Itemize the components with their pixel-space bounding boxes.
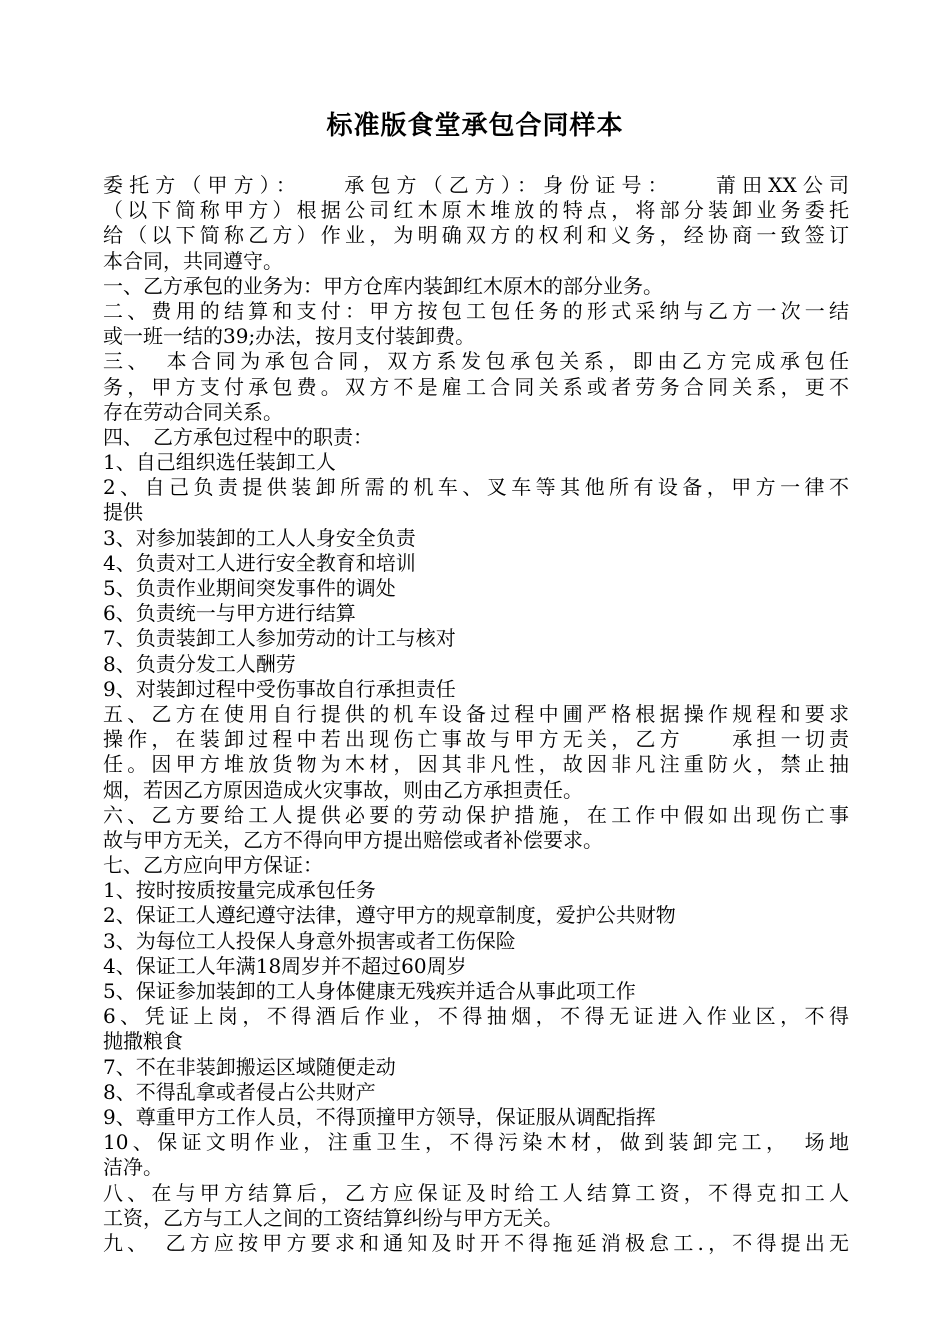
body-line: 5、负责作业期间突发事件的调处 [103,576,396,600]
body-line: 1、自己组织选任装卸工人 [103,450,336,475]
body-line: 委托方（甲方）： 承包方（乙方）：身份证号： 莆田XX公司 [103,173,849,197]
body-line: 1、按时按质按量完成承包任务 [103,878,376,903]
body-line: 六、乙方要给工人提供必要的劳动保护措施，在工作中假如出现伤亡事 [103,802,849,827]
body-line: 烟，若因乙方原因造成火灾事故，则由乙方承担责任。 [103,777,583,802]
body-line: 5、保证参加装卸的工人身体健康无残疾并适合从事此项工作 [103,979,636,1003]
body-line: 3、为每位工人投保人身意外损害或者工伤保险 [103,928,516,953]
body-line: 6、负责统一与甲方进行结算 [103,601,356,626]
body-line: 4、保证工人年满18周岁并不超过60周岁 [103,953,467,978]
body-line: 故与甲方无关，乙方不得向甲方提出赔偿或者补偿要求。 [103,827,603,852]
body-line: 抛撒粮食 [103,1029,183,1054]
document-body [103,173,849,1256]
body-line: 本合同，共同遵守。 [103,248,283,273]
body-line: 四、 乙方承包过程中的职责： [103,424,373,449]
body-line: 3、对参加装卸的工人人身安全负责 [103,525,416,550]
body-line: 七、乙方应向甲方保证： [103,853,323,878]
body-line: 洁净。 [103,1155,163,1180]
body-line: 7、不在非装卸搬运区域随便走动 [103,1054,396,1079]
body-line: 八、在与甲方结算后，乙方应保证及时给工人结算工资，不得克扣工人 [103,1180,849,1205]
body-line: 8、负责分发工人酬劳 [103,651,296,676]
body-line: 2、自己负责提供装卸所需的机车、叉车等其他所有设备，甲方一律不 [103,475,849,500]
body-line: 9、尊重甲方工作人员，不得顶撞甲方领导，保证服从调配指挥 [103,1104,656,1129]
body-line: 九、 乙方应按甲方要求和通知及时开不得拖延消极怠工.，不得提出无 [103,1230,849,1255]
body-line: 工资，乙方与工人之间的工资结算纠纷与甲方无关。 [103,1205,563,1230]
body-line: 一、乙方承包的业务为：甲方仓库内装卸红木原木的部分业务。 [103,273,663,298]
body-line: 务，甲方支付承包费。双方不是雇工合同关系或者劳务合同关系，更不 [103,374,849,399]
body-line: 9、对装卸过程中受伤事故自行承担责任 [103,676,456,701]
body-line: 给（以下简称乙方）作业，为明确双方的权利和义务，经协商一致签订 [103,223,849,248]
body-line: 三、 本合同为承包合同，双方系发包承包关系，即由乙方完成承包任 [103,349,849,374]
body-line: 二、费用的结算和支付：甲方按包工包任务的形式采纳与乙方一次一结 [103,298,849,323]
document-title: 标准版食堂承包合同样本 [326,111,624,141]
body-line: 7、负责装卸工人参加劳动的计工与核对 [103,626,456,651]
body-line: 4、负责对工人进行安全教育和培训 [103,550,416,575]
body-line: 2、保证工人遵纪遵守法律，遵守甲方的规章制度，爱护公共财物 [103,903,676,928]
body-line: 10、保证文明作业，注重卫生，不得污染木材，做到装卸完工， 场地 [103,1130,849,1155]
body-line: 操作，在装卸过程中若出现伤亡事故与甲方无关，乙方 承担一切责 [103,727,849,752]
body-line: 五、乙方在使用自行提供的机车设备过程中圃严格根据操作规程和要求 [103,701,849,726]
body-line: 6、凭证上岗，不得酒后作业，不得抽烟，不得无证进入作业区，不得 [103,1004,849,1029]
body-line: 或一班一结的39;办法，按月支付装卸费。 [103,324,476,349]
body-line: 提供 [103,500,143,525]
body-line: （以下简称甲方）根据公司红木原木堆放的特点，将部分装卸业务委托 [103,198,849,223]
body-line: 8、不得乱拿或者侵占公共财产 [103,1079,376,1104]
body-line: 任。因甲方堆放货物为木材，因其非凡性，故因非凡注重防火，禁止抽 [103,752,849,777]
body-line: 存在劳动合同关系。 [103,399,283,424]
